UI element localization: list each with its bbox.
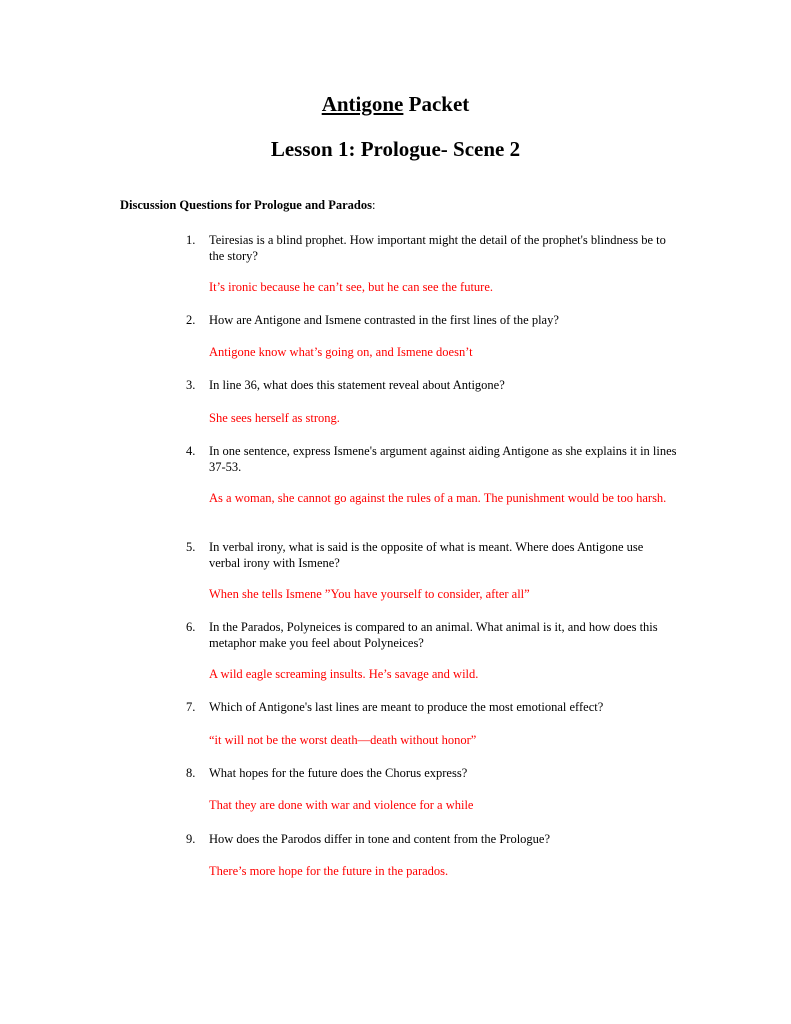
page-title bbox=[0, 91, 791, 117]
question-number: 7. bbox=[186, 700, 196, 714]
question-text: Teiresias is a blind prophet. How important might the detail of the prophet's blindness be to the story? bbox=[209, 233, 666, 263]
answer-text-6: A wild eagle screaming insults. He’s savage and wild. bbox=[209, 667, 479, 681]
question-text: How are Antigone and Ismene contrasted in the first lines of the play? bbox=[209, 313, 559, 327]
question-number: 2. bbox=[186, 313, 196, 327]
lesson-heading: Lesson 1: Prologue- Scene 2 bbox=[270, 137, 521, 161]
question-text: What hopes for the future does the Chorus express? bbox=[209, 766, 468, 780]
question-number: 8. bbox=[186, 766, 196, 780]
question-text: In one sentence, express Ismene's argument against aiding Antigone as she explains it in lines 37-53. bbox=[209, 444, 677, 474]
question-text: In verbal irony, what is said is the opposite of what is meant. Where does Antigone use verbal irony with Ismene? bbox=[209, 540, 644, 570]
question-number: 6. bbox=[186, 620, 196, 634]
title-underlined: Antigone bbox=[321, 92, 404, 116]
answer-text-7: “it will not be the worst death—death without honor” bbox=[209, 733, 477, 747]
question-text: In the Parados, Polyneices is compared to an animal. What animal is it, and how does this metaphor make you feel about Polyneices? bbox=[209, 620, 658, 650]
answer-text-9: There’s more hope for the future in the parados. bbox=[209, 864, 449, 878]
question-number: 5. bbox=[186, 540, 196, 554]
answer-text-5: When she tells Ismene ”You have yourself to consider, after all” bbox=[209, 587, 530, 601]
question-number: 1. bbox=[186, 233, 196, 247]
section-heading-suffix: : bbox=[372, 198, 376, 212]
answer-text-8: That they are done with war and violence for a while bbox=[209, 798, 474, 812]
question-number: 4. bbox=[186, 444, 196, 458]
answer-text-4: As a woman, she cannot go against the rules of a man. The punishment would be too harsh. bbox=[209, 491, 667, 505]
answer-text-1: It’s ironic because he can’t see, but he can see the future. bbox=[209, 280, 494, 294]
question-text: In line 36, what does this statement reveal about Antigone? bbox=[209, 378, 505, 392]
answer-text-3: She sees herself as strong. bbox=[209, 411, 340, 425]
question-number: 9. bbox=[186, 832, 196, 846]
question-number: 3. bbox=[186, 378, 196, 392]
question-text: Which of Antigone's last lines are meant to produce the most emotional effect? bbox=[209, 700, 604, 714]
question-text: How does the Parodos differ in tone and content from the Prologue? bbox=[209, 832, 551, 846]
section-heading-text: Discussion Questions for Prologue and Parados bbox=[120, 198, 373, 212]
section-heading bbox=[120, 197, 376, 213]
title-rest: Packet bbox=[403, 92, 470, 116]
answer-text-2: Antigone know what’s going on, and Ismene doesn’t bbox=[209, 345, 473, 359]
